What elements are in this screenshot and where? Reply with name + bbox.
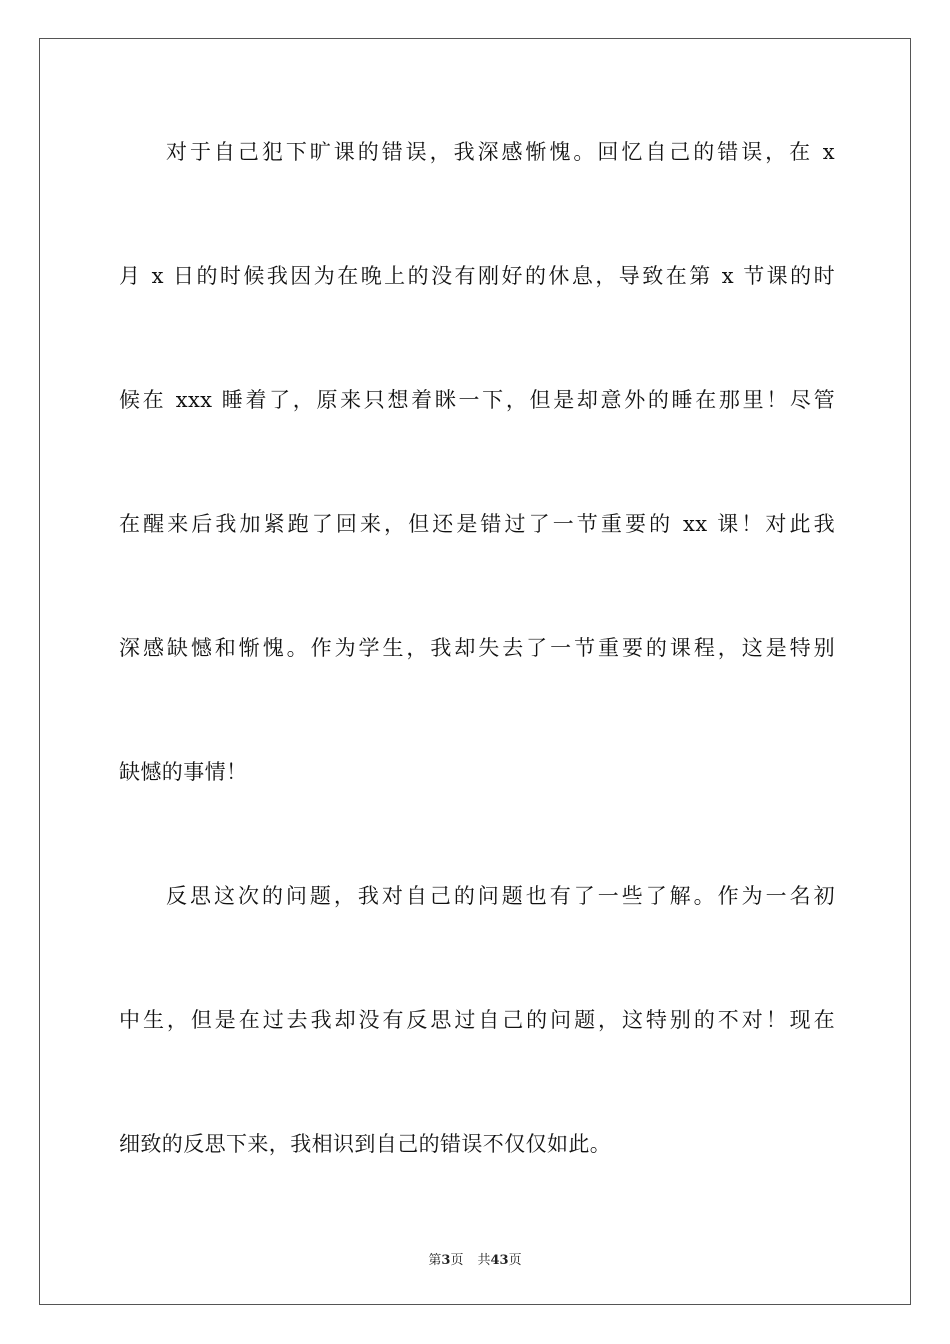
page-suffix: 页 [450,1253,464,1268]
total-pages: 43 [490,1253,509,1268]
page-number: 3 [441,1253,451,1268]
total-suffix: 页 [508,1253,522,1268]
document-page [39,38,911,1305]
text-line: 中生，但是在过去我却没有反思过自己的问题，这特别的不对！现在 [119,1008,835,1032]
text-line: 缺憾的事情！ [119,760,248,784]
text-line: 候在 xxx 睡着了，原来只想着眯一下，但是却意外的睡在那里！尽管 [119,388,835,412]
total-prefix: 共 [477,1253,491,1268]
text-line: 细致的反思下来，我相识到自己的错误不仅仅如此。 [119,1132,612,1156]
page-prefix: 第 [428,1253,442,1268]
text-line: 在醒来后我加紧跑了回来，但还是错过了一节重要的 xx 课！对此我 [119,512,835,536]
page-footer [40,1249,910,1268]
text-line: 深感缺憾和惭愧。作为学生，我却失去了一节重要的课程，这是特别 [119,636,835,660]
text-line: 对于自己犯下旷课的错误，我深感惭愧。回忆自己的错误，在 x [166,140,835,164]
text-line: 反思这次的问题，我对自己的问题也有了一些了解。作为一名初 [166,884,835,908]
text-line: 月 x 日的时候我因为在晚上的没有刚好的休息，导致在第 x 节课的时 [119,264,835,288]
